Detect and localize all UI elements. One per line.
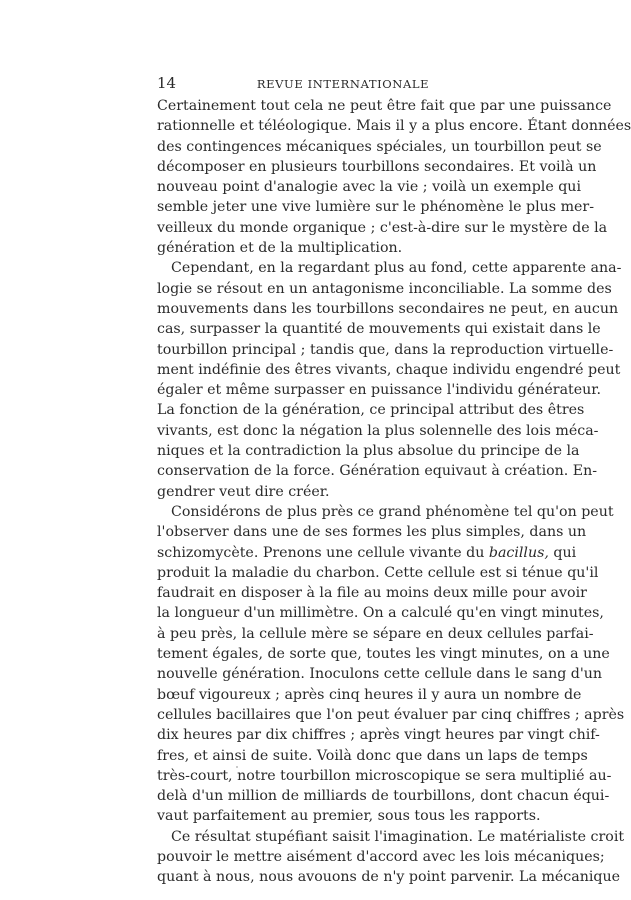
paragraph-first-line: Cependant, en la regardant plus au fond, cette apparente ana- xyxy=(171,260,622,277)
text-line: dix heures par dix chiffres ; après vingt heures par vingt chif- xyxy=(157,727,600,744)
text-line: produit la maladie du charbon. Cette cellule est si ténue qu'il xyxy=(157,564,599,581)
text-line: des contingences mécaniques spéciales, un tourbillon peut se xyxy=(157,138,602,155)
text-line: ment indéfinie des êtres vivants, chaque individu engendré peut xyxy=(157,361,621,378)
page-number: 14 xyxy=(157,74,177,92)
text-line: nouvelle génération. Inoculons cette cellule dans le sang d'un xyxy=(157,666,603,683)
running-title: REVUE INTERNATIONALE xyxy=(256,77,430,91)
text-line: veilleux du monde organique ; c'est-à-dire sur le mystère de la xyxy=(157,219,608,236)
text-line: rationnelle et téléologique. Mais il y a plus encore. Étant données xyxy=(157,118,631,135)
text-span: schizomycète. Prenons une cellule vivante du xyxy=(157,544,485,561)
body-text xyxy=(157,96,631,888)
text-line: génération et de la multiplication. xyxy=(157,240,403,257)
text-line: à peu près, la cellule mère se sépare en deux cellules parfai- xyxy=(157,625,594,642)
text-line: faudrait en disposer à la file au moins deux mille pour avoir xyxy=(157,585,587,602)
text-line: vivants, est donc la négation la plus solennelle des lois méca- xyxy=(157,422,599,439)
text-line: semble jeter une vive lumière sur le phénomène le plus mer- xyxy=(157,199,594,216)
text-line: bœuf vigoureux ; après cinq heures il y aura un nombre de xyxy=(157,686,582,703)
text-line: tement égales, de sorte que, toutes les vingt minutes, on a une xyxy=(157,646,610,663)
page-header xyxy=(157,74,529,92)
text-line: logie se résout en un antagonisme inconciliable. La somme des xyxy=(157,280,612,297)
text-line: gendrer veut dire créer. xyxy=(157,483,330,500)
text-line: tourbillon principal ; tandis que, dans la reproduction virtuelle- xyxy=(157,341,614,358)
text-line: niques et la contradiction la plus absolue du principe de la xyxy=(157,443,580,460)
text-line: la longueur d'un millimètre. On a calculé qu'en vingt minutes, xyxy=(157,605,604,622)
text-line: Certainement tout cela ne peut être fait que par une puissance xyxy=(157,98,612,114)
text-line: vaut parfaitement au premier, sous tous les rapports. xyxy=(157,808,541,825)
italic-term: bacillus, xyxy=(488,544,549,561)
text-line: l'observer dans une de ses formes les plus simples, dans un xyxy=(157,524,587,541)
text-line: conservation de la force. Génération equivaut à création. En- xyxy=(157,463,598,480)
text-span: qui xyxy=(553,544,577,561)
text-line: très-court, notre tourbillon microscopique se sera multiplié au- xyxy=(157,767,612,784)
paper-speck xyxy=(236,766,238,768)
text-line: nouveau point d'analogie avec la vie ; voilà un exemple qui xyxy=(157,179,581,196)
paragraph-first-line: Ce résultat stupéfiant saisit l'imagination. Le matérialiste croit xyxy=(171,828,625,845)
text-line: pouvoir le mettre aisément d'accord avec les lois mécaniques; xyxy=(157,848,605,865)
text-line: La fonction de la génération, ce principal attribut des êtres xyxy=(157,402,585,419)
text-line: égaler et même surpasser en puissance l'individu générateur. xyxy=(157,382,602,399)
paragraph-first-line: Considérons de plus près ce grand phénomène tel qu'on peut xyxy=(171,503,614,520)
text-line xyxy=(157,543,577,563)
text-line: mouvements dans les tourbillons secondaires ne peut, en aucun xyxy=(157,300,619,317)
text-line: delà d'un million de milliards de tourbillons, dont chacun équi- xyxy=(157,788,610,805)
text-line: cas, surpasser la quantité de mouvements qui existait dans le xyxy=(157,321,601,338)
text-line: cellules bacillaires que l'on peut évaluer par cinq chiffres ; après xyxy=(157,706,625,723)
text-line: fres, et ainsi de suite. Voilà donc que dans un laps de temps xyxy=(157,747,588,764)
text-line: quant à nous, nous avouons de n'y point parvenir. La mécanique xyxy=(157,869,620,886)
text-line: décomposer en plusieurs tourbillons secondaires. Et voilà un xyxy=(157,158,597,175)
